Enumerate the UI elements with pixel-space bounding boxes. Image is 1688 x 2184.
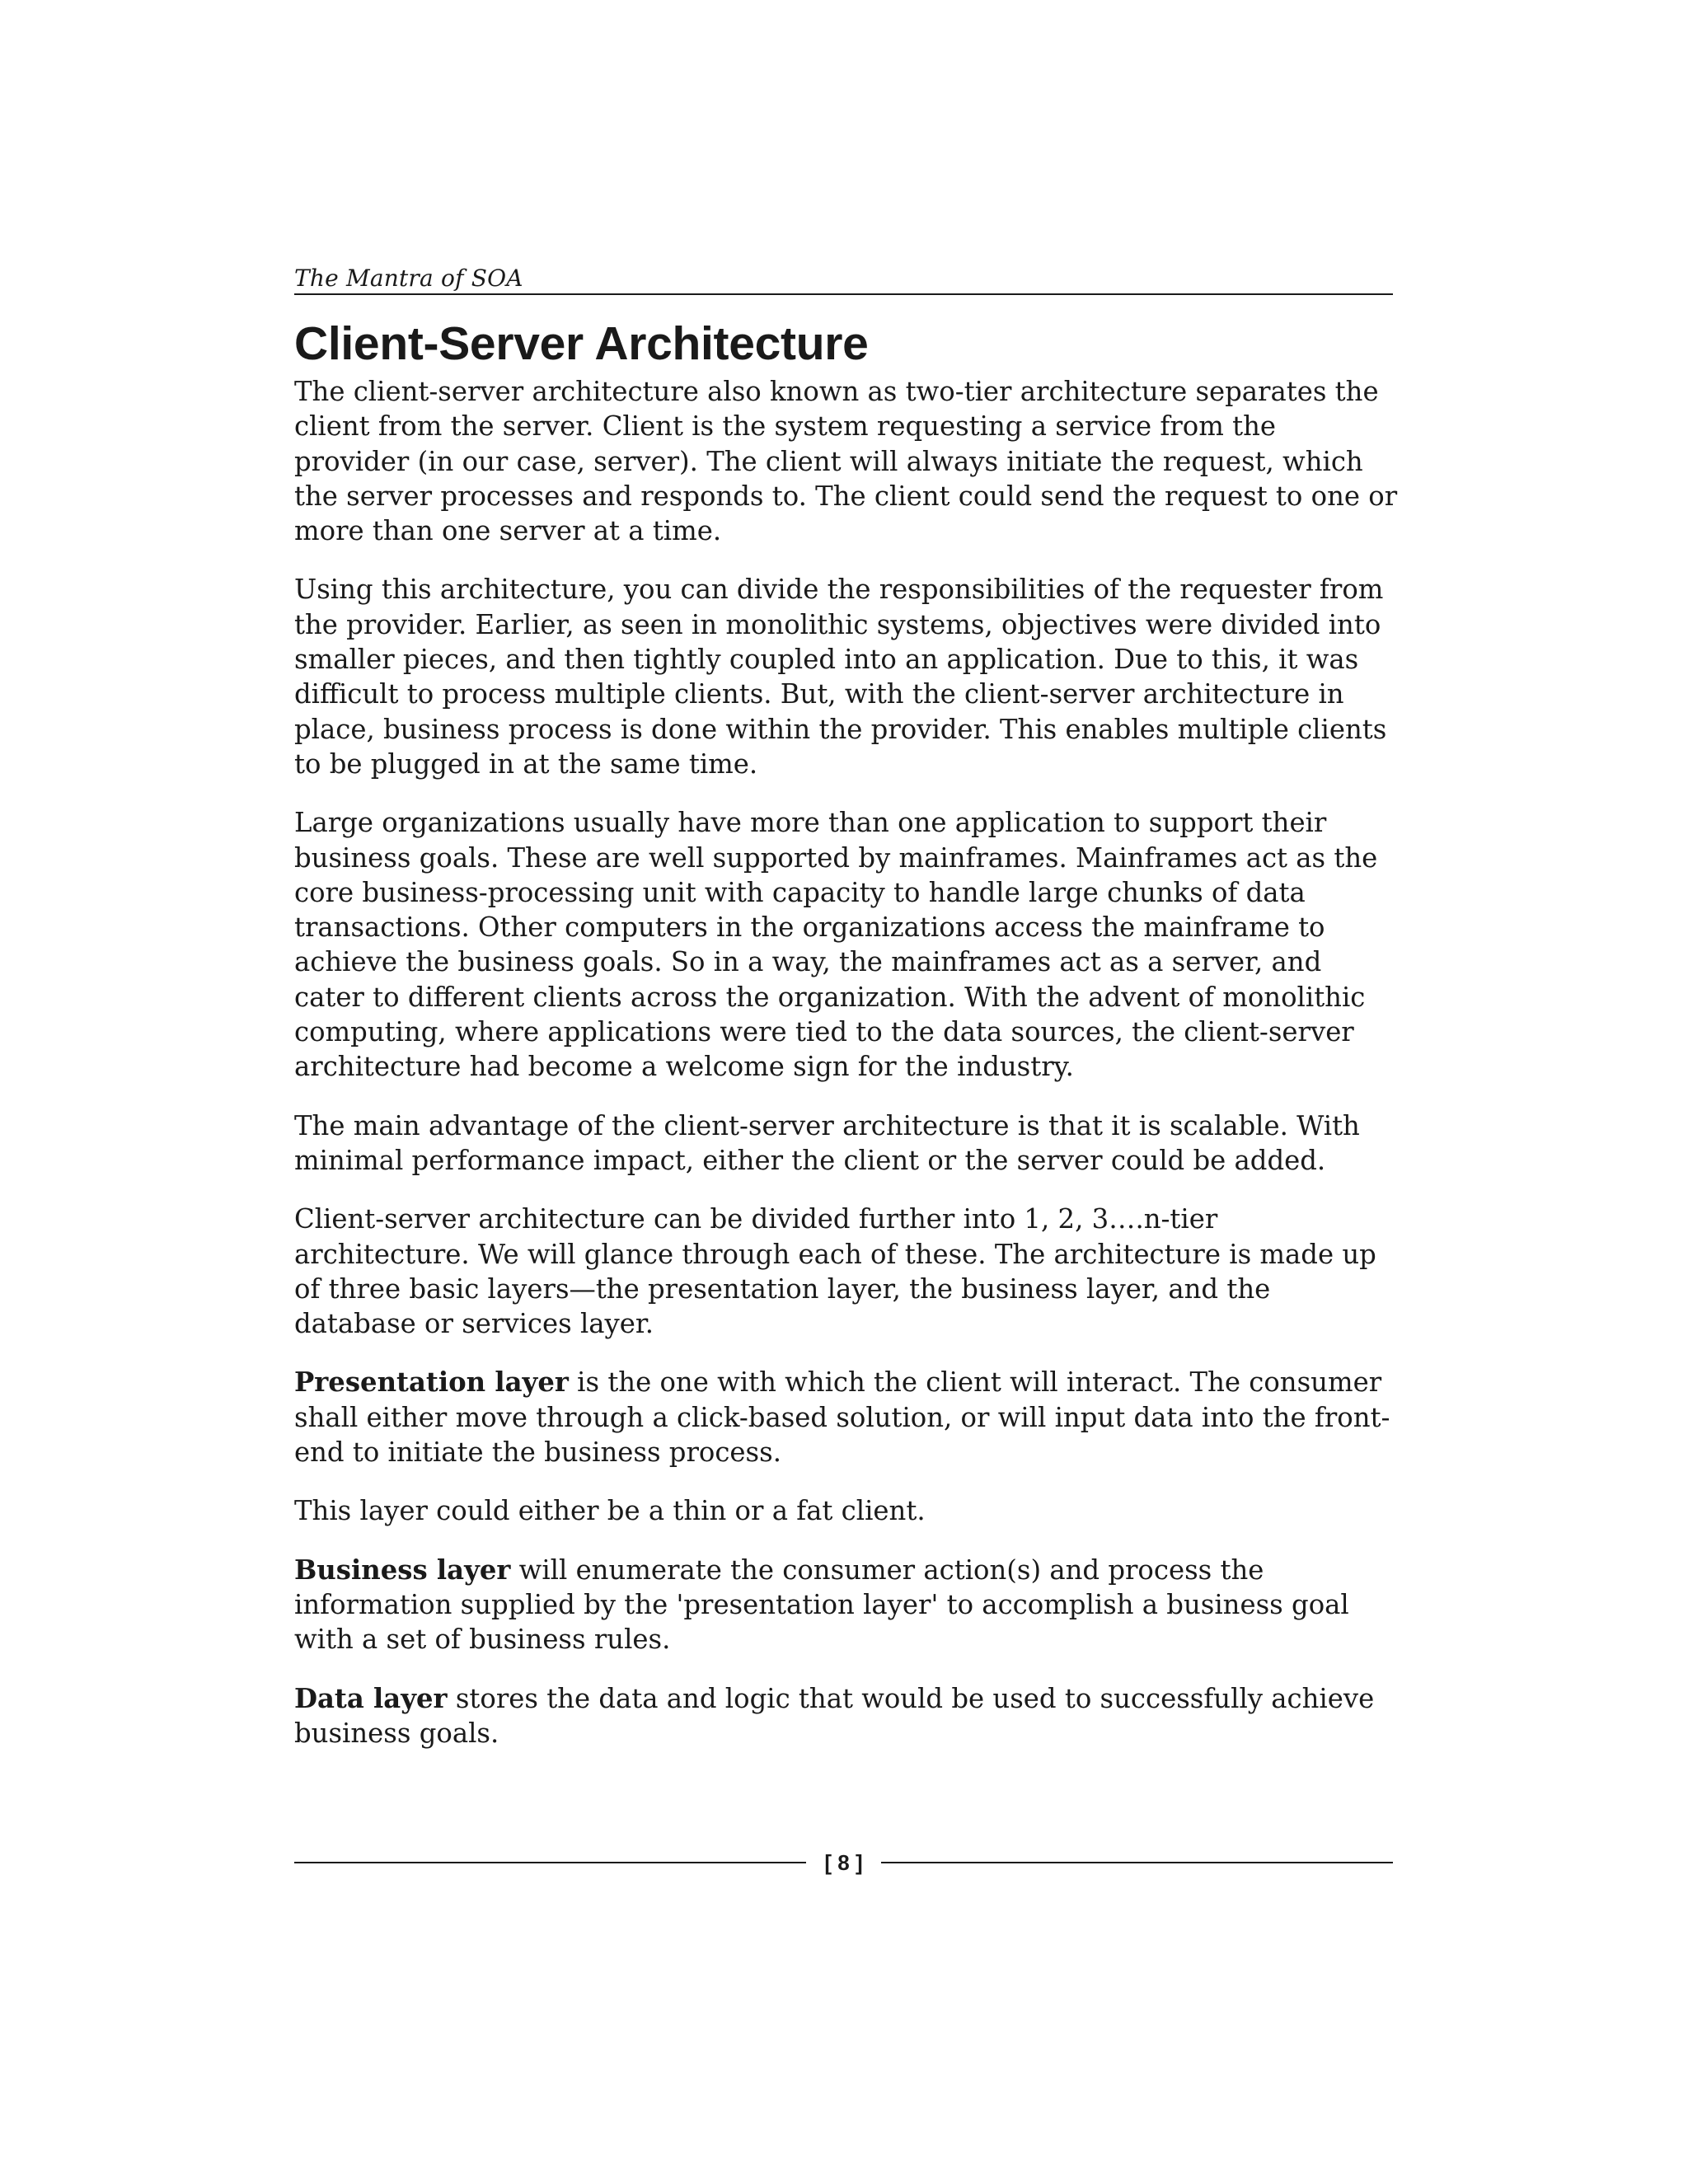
term-data-layer: Data layer <box>294 1682 448 1714</box>
page-footer <box>294 1846 1393 1879</box>
presentation-layer-description: is the one with which the client will interact. The consumer shall either move through a click-based solution, or will input data into the front-end to initiate the business process. <box>294 1366 1390 1469</box>
paragraph-data-layer <box>294 1681 1399 1751</box>
running-header <box>294 259 1393 295</box>
business-layer-description: will enumerate the consumer action(s) and process the information supplied by the 'presentation layer' to accomplish a business goal with a set of business rules. <box>294 1554 1349 1656</box>
term-presentation-layer: Presentation layer <box>294 1366 569 1399</box>
paragraph-scalability: The main advantage of the client-server architecture is that it is scalable. With minimal performance impact, either the client or the server could be added. <box>294 1109 1360 1176</box>
section-title: Client-Server Architecture <box>294 317 869 370</box>
paragraph-thin-fat-client: This layer could either be a thin or a fat client. <box>294 1495 926 1527</box>
running-header-title: The Mantra of SOA <box>294 265 523 292</box>
paragraph-responsibilities: Using this architecture, you can divide the responsibilities of the requester from the provider. Earlier, as seen in monolithic systems, objectives were divided into smaller pieces, and then tightly coupled into an application. Due to this, it was difficult to process multiple clients. But, with the client-server architecture in place, business process is done within the provider. This enables multiple clients to be plugged in at the same time. <box>294 574 1387 780</box>
paragraph-mainframes: Large organizations usually have more than one application to support their business goals. These are well supported by mainframes. Mainframes act as the core business-processing unit with capacity to handle large chunks of data transactions. Other computers in the organizations access the mainframe to achieve the business goals. So in a way, the mainframes act as a server, and cater to different clients across the organization. With the advent of monolithic computing, where applications were tied to the data sources, the client-server architecture had become a welcome sign for the industry. <box>294 807 1378 1083</box>
paragraph-tiers: Client-server architecture can be divided further into 1, 2, 3….n-tier architecture. We will glance through each of these. The architecture is made up of three basic layers—the presentation layer, the business layer, and the database or services layer. <box>294 1203 1376 1340</box>
body-text <box>294 374 1399 1774</box>
paragraph-business-layer <box>294 1553 1399 1657</box>
paragraph-presentation-layer <box>294 1365 1399 1469</box>
term-business-layer: Business layer <box>294 1554 511 1586</box>
data-layer-description: stores the data and logic that would be used to successfully achieve business goals. <box>294 1682 1375 1749</box>
page-number: [ 8 ] <box>824 1849 863 1875</box>
footer-rule-left <box>294 1862 806 1863</box>
paragraph-client-server-intro: The client-server architecture also known as two-tier architecture separates the client from the server. Client is the system requesting a service from the provider (in our case, server). The client will always initiate the request, which the server processes and responds to. The client could send the request to one or more than one server at a time. <box>294 376 1398 547</box>
footer-rule-right <box>881 1862 1393 1863</box>
